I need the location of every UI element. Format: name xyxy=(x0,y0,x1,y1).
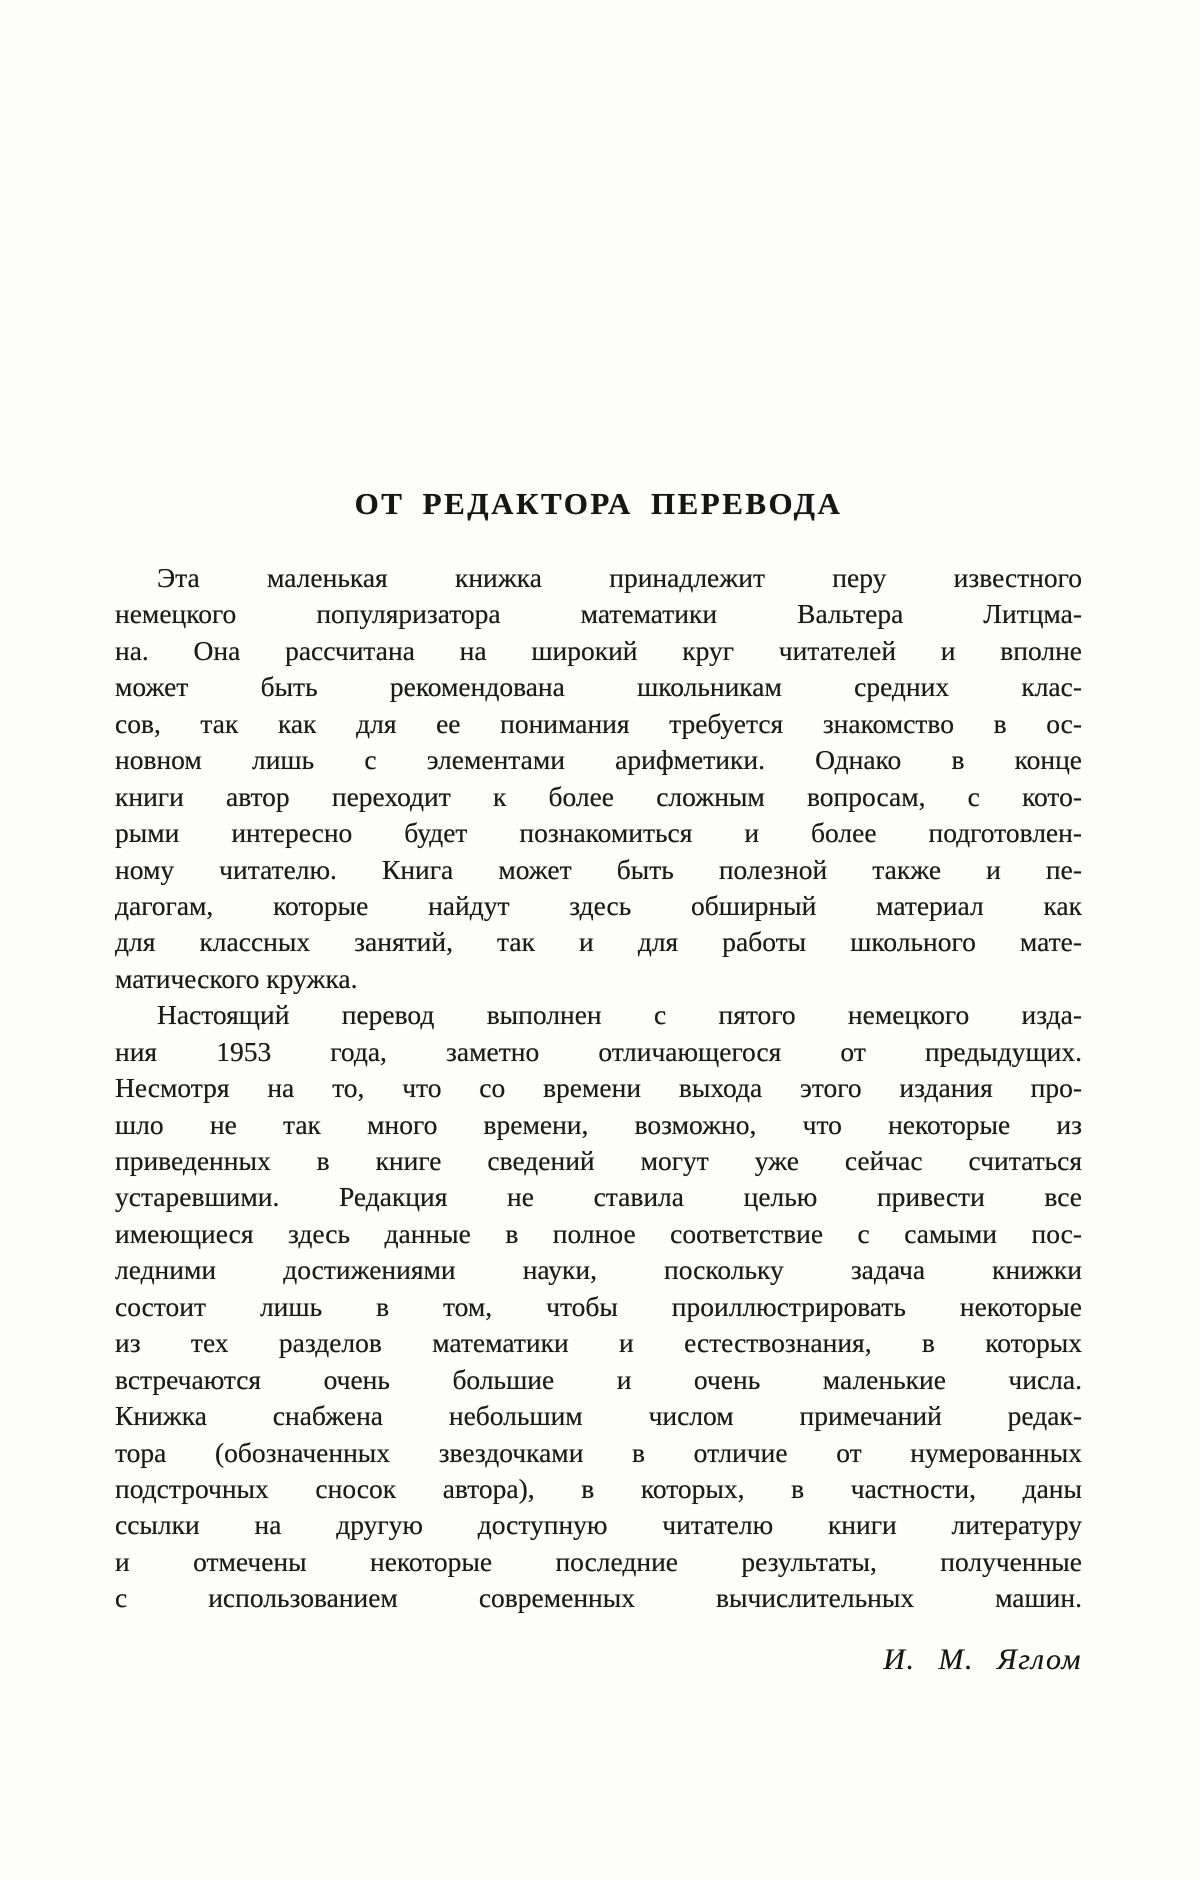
text-line: ния 1953 года, заметно отличающегося от предыдущих. xyxy=(115,1035,1082,1067)
text-line: встречаются очень большие и очень маленькие числа. xyxy=(115,1363,1082,1395)
text-line: немецкого популяризатора математики Вальтера Литцма- xyxy=(115,598,1082,630)
text-line: матического кружка. xyxy=(115,962,358,994)
text-line: книги автор переходит к более сложным вопросам, с кото- xyxy=(115,780,1082,812)
text-line: может быть рекомендована школьникам средних клас- xyxy=(115,671,1082,703)
paragraph-2 xyxy=(115,997,1082,1616)
preface-text xyxy=(115,560,1082,1617)
text-line: тора (обозначенных звездочками в отличие от нумерованных xyxy=(115,1436,1082,1468)
text-line: на. Она рассчитана на широкий круг читателей и вполне xyxy=(115,634,1082,666)
text-line: Настоящий перевод выполнен с пятого немецкого изда- xyxy=(157,999,1082,1031)
paragraph-1 xyxy=(115,560,1082,997)
text-line: шло не так много времени, возможно, что некоторые из xyxy=(115,1108,1082,1140)
text-line: из тех разделов математики и естествознания, в которых xyxy=(115,1327,1082,1359)
text-line: Эта маленькая книжка принадлежит перу известного xyxy=(157,562,1082,593)
text-line: подстрочных сносок автора), в которых, в частности, даны xyxy=(115,1472,1082,1504)
text-line: для классных занятий, так и для работы школьного мате- xyxy=(115,926,1082,958)
text-line: состоит лишь в том, чтобы проиллюстрировать некоторые xyxy=(115,1290,1082,1322)
text-line: ледними достижениями науки, поскольку задача книжки xyxy=(115,1254,1082,1286)
text-line: Книжка снабжена небольшим числом примечаний редак- xyxy=(115,1400,1082,1432)
text-line: и отмечены некоторые последние результаты, полученные xyxy=(115,1545,1082,1577)
text-line: рыми интересно будет познакомиться и более подготовлен- xyxy=(115,817,1082,849)
text-line: сов, так как для ее понимания требуется знакомство в ос- xyxy=(115,707,1082,739)
text-line: с использованием современных вычислительных машин. xyxy=(115,1582,1082,1614)
text-line: приведенных в книге сведений могут уже сейчас считаться xyxy=(115,1145,1082,1176)
text-line: ссылки на другую доступную читателю книги литературу xyxy=(115,1509,1082,1541)
text-line: устаревшими. Редакция не ставила целью привести все xyxy=(115,1181,1082,1213)
text-line: новном лишь с элементами арифметики. Однако в конце xyxy=(115,744,1082,776)
text-line: Несмотря на то, что со времени выхода этого издания про- xyxy=(115,1072,1082,1104)
text-line: имеющиеся здесь данные в полное соответствие с самыми пос- xyxy=(115,1217,1082,1249)
page-title: ОТ РЕДАКТОРА ПЕРЕВОДА xyxy=(354,486,843,521)
text-line: ному читателю. Книга может быть полезной также и пе- xyxy=(115,853,1082,885)
editor-signature: И. М. Яглом xyxy=(883,1643,1082,1676)
text-line: дагогам, которые найдут здесь обширный материал как xyxy=(115,889,1082,921)
